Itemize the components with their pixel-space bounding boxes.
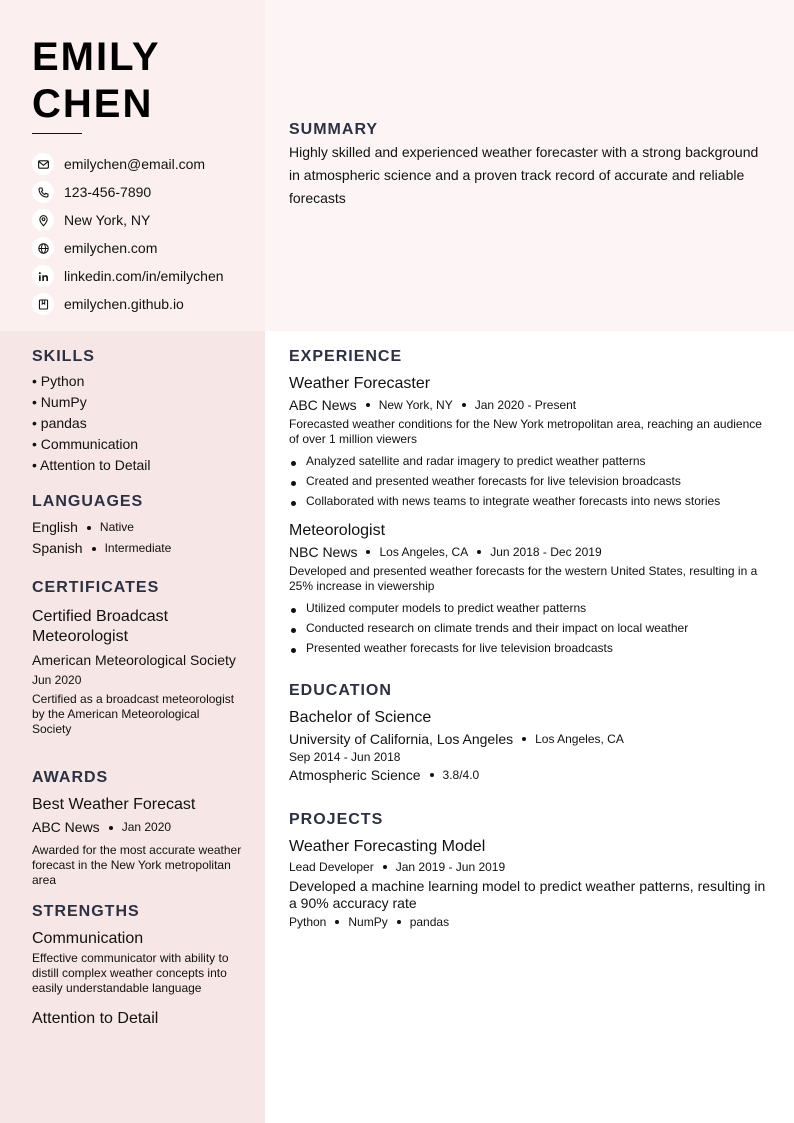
job-bullet: Collaborated with news teams to integrate weather forecasts into news stories	[289, 491, 769, 511]
job-entry	[289, 374, 769, 511]
skill-item: • Python	[32, 373, 85, 389]
job-bullets	[289, 451, 769, 511]
award-meta	[32, 817, 242, 838]
job-dates: Jun 2018 - Dec 2019	[490, 545, 602, 559]
job-title: Weather Forecaster	[289, 375, 431, 392]
skill-item: • Attention to Detail	[32, 457, 151, 473]
job-bullet: Presented weather forecasts for live television broadcasts	[289, 638, 769, 658]
strengths-title: STRENGTHS	[32, 903, 140, 920]
job-location: Los Angeles, CA	[379, 545, 469, 559]
education-dates: Sep 2014 - Jun 2018	[289, 750, 401, 764]
separator-dot	[366, 403, 370, 407]
separator-dot	[397, 920, 401, 924]
contact-linkedin[interactable]	[32, 262, 224, 290]
separator-dot	[87, 526, 91, 530]
languages-title: LANGUAGES	[32, 493, 144, 510]
award-description: Awarded for the most accurate weather forecast in the New York metropolitan area	[32, 843, 242, 887]
project-description: Developed a machine learning model to predict weather patterns, resulting in a 90% accuracy rate	[289, 878, 766, 911]
education-section	[289, 682, 769, 783]
awards-title: AWARDS	[32, 769, 109, 786]
project-tech: NumPy	[348, 915, 388, 929]
project-tech: pandas	[409, 915, 450, 929]
education-title: EDUCATION	[289, 682, 392, 699]
education-gpa: 3.8/4.0	[442, 768, 480, 782]
contact-location	[32, 206, 224, 234]
project-meta	[289, 860, 769, 874]
strength-name: Attention to Detail	[32, 1010, 159, 1027]
candidate-name	[32, 34, 161, 128]
education-field-row	[289, 767, 769, 783]
certificate-issuer: American Meteorological Society	[32, 652, 236, 668]
experience-section	[289, 348, 769, 658]
contact-website[interactable]	[32, 234, 224, 262]
project-role: Lead Developer	[289, 860, 374, 874]
education-degree: Bachelor of Science	[289, 709, 432, 726]
separator-dot	[335, 920, 339, 924]
job-bullets	[289, 598, 769, 658]
contact-github[interactable]	[32, 290, 224, 318]
contact-phone-text: 123-456-7890	[64, 184, 152, 200]
award-name: Best Weather Forecast	[32, 796, 196, 813]
contact-website-text: emilychen.com	[64, 240, 158, 256]
skills-section	[32, 348, 242, 476]
globe-icon	[32, 237, 54, 259]
language-name: Spanish	[32, 540, 83, 556]
project-tech: Python	[289, 915, 327, 929]
name-divider	[32, 133, 82, 134]
project-name: Weather Forecasting Model	[289, 838, 486, 855]
job-company: NBC News	[289, 544, 358, 560]
certificate-date: Jun 2020	[32, 673, 82, 687]
education-field: Atmospheric Science	[289, 767, 421, 783]
job-location: New York, NY	[378, 398, 453, 412]
skill-item: • Communication	[32, 436, 139, 452]
job-company: ABC News	[289, 397, 357, 413]
job-bullet: Conducted research on climate trends and their impact on local weather	[289, 618, 769, 638]
education-school: University of California, Los Angeles	[289, 731, 514, 747]
strength-description: Effective communicator with ability to distill complex weather concepts into easily understandable language	[32, 951, 229, 995]
contact-email-text: emilychen@email.com	[64, 156, 206, 172]
linkedin-icon	[32, 265, 54, 287]
skill-item: • pandas	[32, 415, 87, 431]
languages-section	[32, 493, 242, 559]
award-date: Jan 2020	[121, 820, 172, 834]
strengths-section	[32, 903, 242, 1029]
contact-list	[32, 150, 224, 318]
project-tech-list	[289, 915, 769, 929]
education-meta	[289, 731, 769, 747]
name-line-2: CHEN	[32, 82, 154, 126]
certificates-section	[32, 579, 242, 737]
experience-title: EXPERIENCE	[289, 348, 403, 365]
contact-location-text: New York, NY	[64, 212, 151, 228]
mail-icon	[32, 153, 54, 175]
certificate-name: Certified Broadcast Meteorologist	[32, 608, 169, 645]
job-title: Meteorologist	[289, 522, 386, 539]
language-level: Intermediate	[104, 541, 172, 555]
summary-text: Highly skilled and experienced weather forecaster with a strong background in atmospheric science and a proven track record of accurate and reliable forecasts	[289, 144, 759, 206]
strength-name: Communication	[32, 930, 144, 947]
location-icon	[32, 209, 54, 231]
job-meta	[289, 397, 769, 413]
job-description: Forecasted weather conditions for the New York metropolitan area, reaching an audience of over 1 million viewers	[289, 417, 762, 446]
name-line-1: EMILY	[32, 35, 161, 79]
contact-phone[interactable]	[32, 178, 224, 206]
job-bullet: Utilized computer models to predict weather patterns	[289, 598, 769, 618]
job-entry	[289, 521, 769, 658]
separator-dot	[522, 737, 526, 741]
summary-section	[289, 121, 759, 210]
awards-section	[32, 769, 242, 888]
separator-dot	[430, 773, 434, 777]
language-item	[32, 517, 242, 538]
project-dates: Jan 2019 - Jun 2019	[395, 860, 506, 874]
job-description: Developed and presented weather forecasts for the western United States, resulting in a 25% increase in viewership	[289, 564, 758, 593]
language-item	[32, 538, 242, 559]
job-meta	[289, 544, 769, 560]
projects-title: PROJECTS	[289, 811, 384, 828]
contact-github-text: emilychen.github.io	[64, 296, 184, 312]
phone-icon	[32, 181, 54, 203]
summary-title: SUMMARY	[289, 121, 379, 138]
education-location: Los Angeles, CA	[535, 732, 624, 746]
award-issuer: ABC News	[32, 819, 100, 835]
contact-linkedin-text: linkedin.com/in/emilychen	[64, 268, 224, 284]
skills-title: SKILLS	[32, 348, 95, 365]
separator-dot	[92, 547, 96, 551]
separator-dot	[462, 403, 466, 407]
job-dates: Jan 2020 - Present	[474, 398, 577, 412]
separator-dot	[109, 826, 113, 830]
bookmark-icon	[32, 293, 54, 315]
certificate-description: Certified as a broadcast meteorologist by the American Meteorological Society	[32, 692, 235, 736]
separator-dot	[477, 550, 481, 554]
job-bullet: Created and presented weather forecasts for live television broadcasts	[289, 471, 769, 491]
language-level: Native	[99, 520, 134, 534]
contact-email[interactable]	[32, 150, 224, 178]
skill-item: • NumPy	[32, 394, 87, 410]
certificates-title: CERTIFICATES	[32, 579, 160, 596]
separator-dot	[366, 550, 370, 554]
language-name: English	[32, 519, 78, 535]
separator-dot	[383, 865, 387, 869]
projects-section	[289, 811, 769, 929]
job-bullet: Analyzed satellite and radar imagery to predict weather patterns	[289, 451, 769, 471]
